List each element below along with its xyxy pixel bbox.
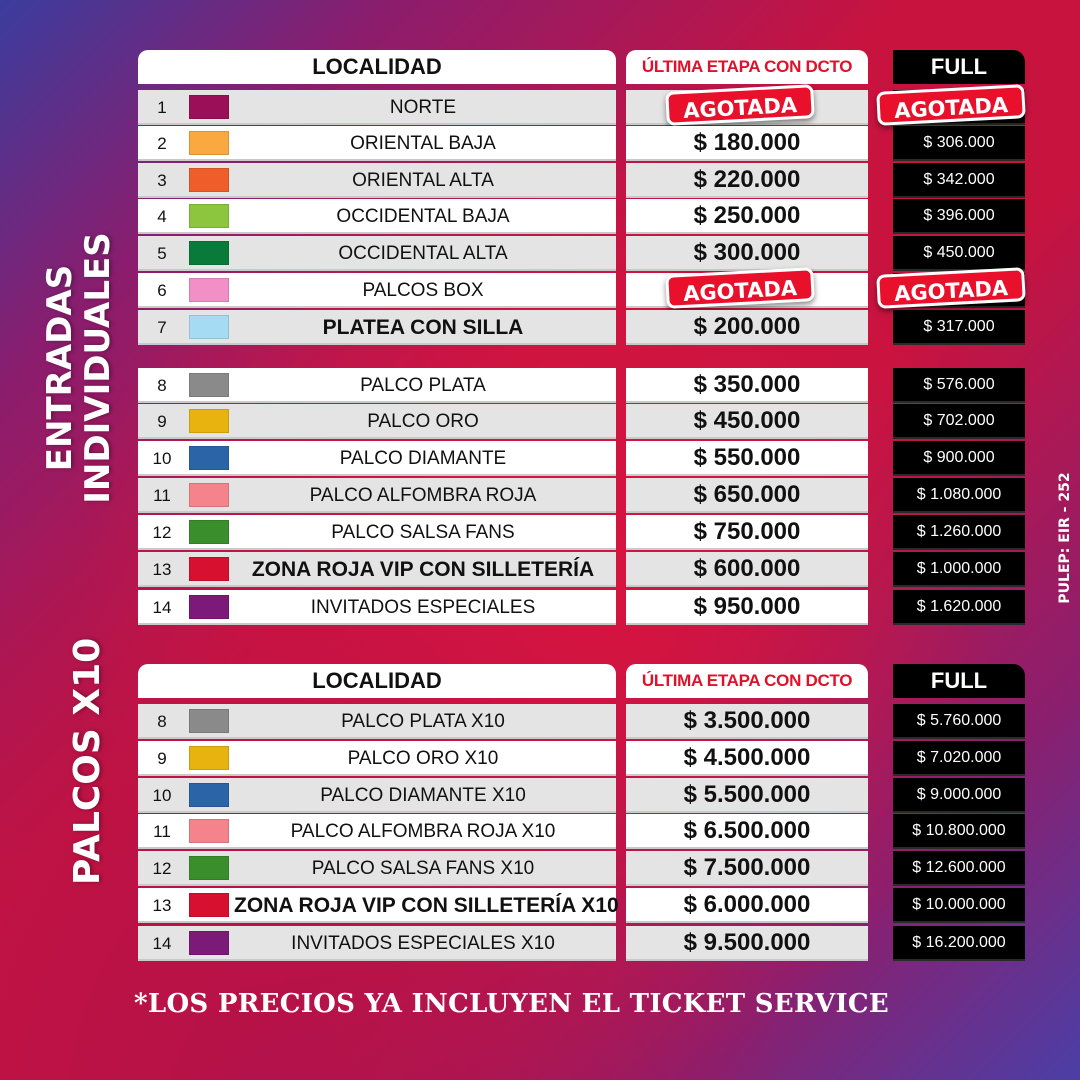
zone-name: PALCOS BOX (362, 280, 484, 301)
discount-price: $ 6.500.000 (626, 814, 868, 849)
zone-name: ZONA ROJA VIP CON SILLETERÍA (251, 558, 595, 581)
discount-price: $ 6.000.000 (626, 888, 868, 923)
header-full: FULL (893, 50, 1025, 84)
row-number: 3 (157, 171, 167, 190)
discount-price: $ 950.000 (626, 590, 868, 625)
table-row (0, 515, 1080, 550)
table-row (0, 704, 1080, 739)
zone-color-swatch (189, 557, 229, 581)
full-price: $ 576.000 (893, 368, 1025, 403)
discount-price: $ 200.000 (626, 310, 868, 345)
full-price: $ 1.080.000 (893, 478, 1025, 513)
zone-color-swatch (189, 168, 229, 192)
row-number: 2 (157, 134, 167, 153)
full-price: $ 12.600.000 (893, 851, 1025, 886)
sold-out-badge: AGOTADA (876, 267, 1026, 309)
zone-name: PALCO ALFOMBRA ROJA (309, 485, 537, 506)
zone-name: PLATEA CON SILLA (322, 316, 524, 339)
full-price: $ 16.200.000 (893, 926, 1025, 961)
zone-name: PALCO SALSA FANS X10 (311, 858, 535, 879)
zone-color-swatch (189, 278, 229, 302)
table-row (0, 478, 1080, 513)
discount-price: $ 250.000 (626, 199, 868, 234)
zone-color-swatch (189, 783, 229, 807)
zone-color-swatch (189, 483, 229, 507)
zone-name: ORIENTAL ALTA (352, 170, 494, 191)
discount-price: $ 450.000 (626, 404, 868, 439)
discount-price: $ 350.000 (626, 368, 868, 403)
table-row (0, 851, 1080, 886)
full-price: $ 702.000 (893, 404, 1025, 439)
row-number: 8 (157, 712, 167, 731)
table-row (0, 926, 1080, 961)
localidad-cell (138, 851, 616, 886)
localidad-cell (138, 368, 616, 403)
zone-name: PALCO ALFOMBRA ROJA X10 (290, 821, 556, 842)
zone-color-swatch (189, 856, 229, 880)
row-number: 9 (157, 412, 167, 431)
row-number: 13 (152, 896, 172, 915)
zone-name: OCCIDENTAL BAJA (336, 206, 510, 227)
full-price: $ 10.800.000 (893, 814, 1025, 849)
row-number: 12 (152, 859, 172, 878)
discount-price: $ 550.000 (626, 441, 868, 476)
zone-name: NORTE (389, 97, 457, 118)
localidad-cell (138, 515, 616, 550)
row-number: 6 (157, 281, 167, 300)
full-price: $ 900.000 (893, 441, 1025, 476)
table-row (0, 163, 1080, 198)
localidad-cell (138, 199, 616, 234)
full-price: $ 7.020.000 (893, 741, 1025, 776)
pulep-code: PULEP: EIR - 252 (1057, 472, 1073, 604)
zone-name: PALCO DIAMANTE (339, 448, 507, 469)
row-number: 11 (153, 486, 171, 505)
discount-price: $ 9.500.000 (626, 926, 868, 961)
full-price: $ 1.000.000 (893, 552, 1025, 587)
full-price: $ 450.000 (893, 236, 1025, 271)
full-price: $ 1.620.000 (893, 590, 1025, 625)
full-price: $ 9.000.000 (893, 778, 1025, 813)
row-number: 10 (152, 449, 172, 468)
row-number: 8 (157, 376, 167, 395)
discount-price: $ 220.000 (626, 163, 868, 198)
table-row (0, 441, 1080, 476)
localidad-cell (138, 741, 616, 776)
zone-name: ZONA ROJA VIP CON SILLETERÍA X10 (234, 894, 619, 917)
header-localidad: LOCALIDAD (138, 50, 616, 84)
full-price: $ 396.000 (893, 199, 1025, 234)
discount-price: $ 600.000 (626, 552, 868, 587)
palcos-x10-label: PALCOS X10 (67, 637, 108, 885)
row-number: 14 (152, 598, 172, 617)
zone-color-swatch (189, 709, 229, 733)
localidad-cell (138, 310, 616, 345)
header-localidad-palcos: LOCALIDAD (138, 664, 616, 698)
full-price: $ 342.000 (893, 163, 1025, 198)
localidad-cell (138, 888, 619, 923)
localidad-cell (138, 90, 616, 125)
table-row (0, 814, 1080, 849)
discount-price: $ 5.500.000 (626, 778, 868, 813)
zone-name: PALCO PLATA (360, 375, 486, 396)
table-row (0, 126, 1080, 161)
individual-tickets-text: ENTRADAS INDIVIDUALES (40, 232, 118, 504)
zone-name: PALCO DIAMANTE X10 (320, 785, 526, 806)
localidad-cell (138, 590, 616, 625)
zone-name: PALCO PLATA X10 (341, 711, 505, 732)
zone-color-swatch (189, 373, 229, 397)
zone-color-swatch (189, 893, 229, 917)
localidad-cell (138, 778, 616, 813)
discount-price: $ 650.000 (626, 478, 868, 513)
zone-color-swatch (189, 409, 229, 433)
row-number: 13 (152, 560, 172, 579)
zone-color-swatch (189, 315, 229, 339)
localidad-cell (138, 163, 616, 198)
full-price: $ 1.260.000 (893, 515, 1025, 550)
full-price: $ 306.000 (893, 126, 1025, 161)
zone-name: OCCIDENTAL ALTA (338, 243, 508, 264)
localidad-cell (138, 236, 616, 271)
sold-out-badge: AGOTADA (665, 84, 815, 126)
table-row (0, 404, 1080, 439)
table-row (0, 552, 1080, 587)
row-number: 11 (153, 822, 171, 841)
zone-color-swatch (189, 446, 229, 470)
zone-name: PALCO ORO X10 (347, 748, 499, 769)
price-footnote: *LOS PRECIOS YA INCLUYEN EL TICKET SERVICE (134, 989, 890, 1019)
row-number: 7 (157, 318, 167, 337)
sold-out-badge: AGOTADA (876, 84, 1026, 126)
zone-name: INVITADOS ESPECIALES X10 (291, 933, 555, 954)
row-number: 12 (152, 523, 172, 542)
zone-name: PALCO SALSA FANS (331, 522, 515, 543)
zone-name: PALCO ORO (367, 411, 479, 432)
localidad-cell (138, 552, 616, 587)
zone-name: ORIENTAL BAJA (350, 133, 496, 154)
zone-color-swatch (189, 95, 229, 119)
localidad-cell (138, 926, 616, 961)
table-row (0, 310, 1080, 345)
full-price: $ 317.000 (893, 310, 1025, 345)
zone-color-swatch (189, 241, 229, 265)
discount-price: $ 3.500.000 (626, 704, 868, 739)
localidad-cell (138, 273, 616, 308)
localidad-cell (138, 404, 616, 439)
header-discount: ÚLTIMA ETAPA CON DCTO (626, 50, 868, 84)
table-row (0, 741, 1080, 776)
row-number: 1 (157, 98, 167, 117)
zone-color-swatch (189, 131, 229, 155)
header-discount-palcos: ÚLTIMA ETAPA CON DCTO (626, 664, 868, 698)
row-number: 10 (152, 786, 172, 805)
discount-price: $ 180.000 (626, 126, 868, 161)
table-row (0, 778, 1080, 813)
row-number: 9 (157, 749, 167, 768)
zone-color-swatch (189, 204, 229, 228)
zone-color-swatch (189, 819, 229, 843)
localidad-cell (138, 704, 616, 739)
zone-color-swatch (189, 595, 229, 619)
localidad-cell (138, 441, 616, 476)
discount-price: $ 300.000 (626, 236, 868, 271)
zone-name: INVITADOS ESPECIALES (310, 597, 536, 618)
table-row (0, 590, 1080, 625)
full-price: $ 5.760.000 (893, 704, 1025, 739)
row-number: 4 (157, 207, 167, 226)
row-number: 5 (157, 244, 167, 263)
localidad-cell (138, 126, 616, 161)
discount-price: $ 7.500.000 (626, 851, 868, 886)
full-price: $ 10.000.000 (893, 888, 1025, 923)
localidad-cell (138, 814, 616, 849)
header-full-palcos: FULL (893, 664, 1025, 698)
table-row (0, 236, 1080, 271)
discount-price: $ 4.500.000 (626, 741, 868, 776)
localidad-cell (138, 478, 616, 513)
table-row (0, 199, 1080, 234)
sold-out-badge: AGOTADA (665, 267, 815, 309)
zone-color-swatch (189, 746, 229, 770)
zone-color-swatch (189, 931, 229, 955)
row-number: 14 (152, 934, 172, 953)
discount-price: $ 750.000 (626, 515, 868, 550)
table-row (0, 888, 1080, 923)
table-row (0, 368, 1080, 403)
zone-color-swatch (189, 520, 229, 544)
